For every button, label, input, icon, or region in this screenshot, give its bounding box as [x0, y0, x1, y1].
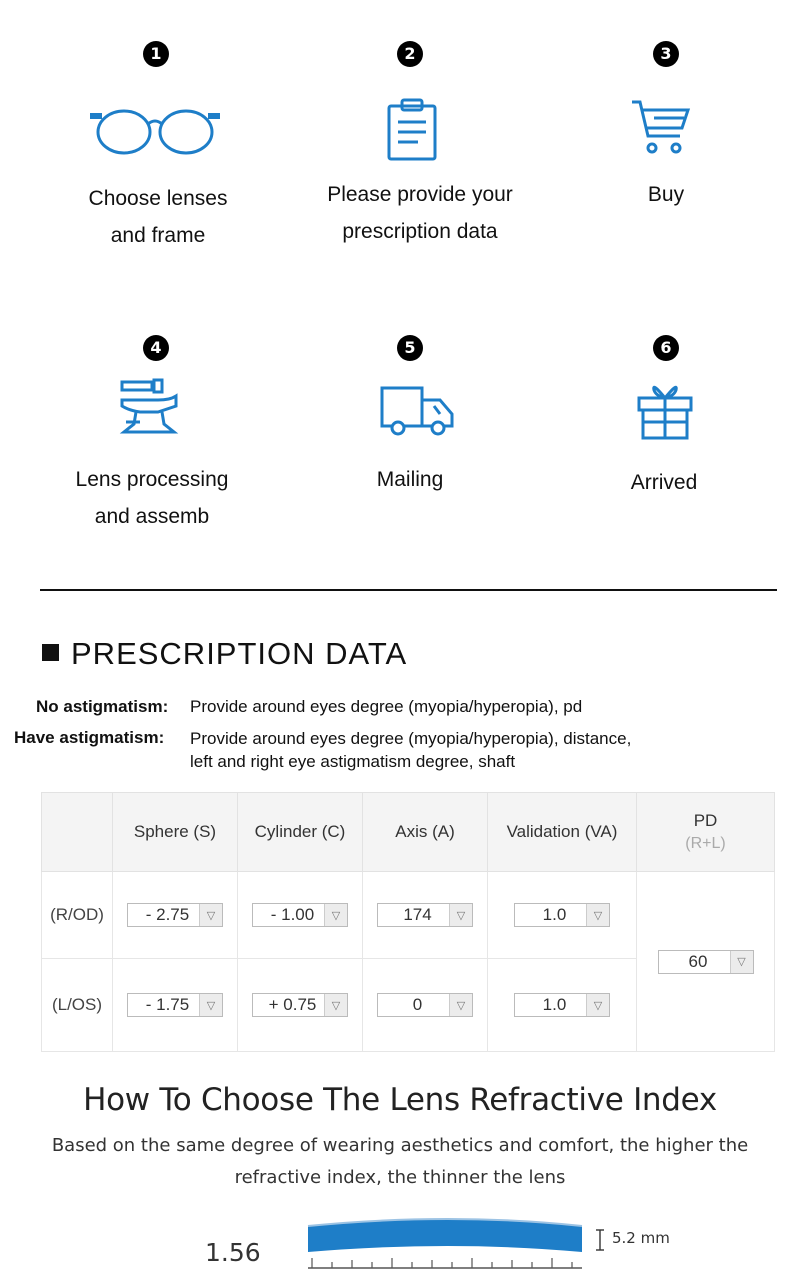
- cylinder-select-left[interactable]: [252, 993, 348, 1017]
- cart-icon: [630, 98, 692, 156]
- chevron-down-icon: ▽: [449, 904, 472, 926]
- row-label: (L/OS): [42, 959, 113, 1052]
- cell: [238, 959, 363, 1052]
- divider: [40, 589, 777, 591]
- select-value: - 1.00: [270, 905, 315, 924]
- thickness-bracket-icon: [594, 1228, 606, 1252]
- select-value: 1.0: [542, 995, 567, 1014]
- select-value: - 2.75: [145, 905, 190, 924]
- step-label: Lens processing and assemb: [75, 468, 229, 528]
- section-title: PRESCRIPTION DATA: [42, 636, 407, 672]
- select-value: 0: [412, 995, 423, 1014]
- gift-icon: [636, 380, 694, 442]
- step-label: Choose lenses and frame: [88, 187, 228, 247]
- clipboard-icon: [386, 98, 438, 162]
- chevron-down-icon: ▽: [730, 951, 753, 973]
- chevron-down-icon: ▽: [324, 904, 347, 926]
- step-number-badge: 2: [397, 41, 423, 67]
- header-sphere: Sphere (S): [113, 793, 238, 872]
- have-astigmatism-text-2: left and right eye astigmatism degree, shaft: [190, 752, 516, 771]
- header-pd: [637, 793, 775, 872]
- axis-select-right[interactable]: [377, 903, 473, 927]
- step-label: Arrived: [630, 471, 698, 494]
- refractive-index-value: 1.56: [205, 1238, 261, 1267]
- header-empty: [42, 793, 113, 872]
- step-label: Please provide your prescription data: [327, 183, 513, 243]
- select-value: 60: [688, 951, 708, 971]
- pd-label: PD: [693, 811, 718, 830]
- glasses-icon: [88, 104, 222, 158]
- square-bullet-icon: [42, 644, 59, 661]
- axis-select-left[interactable]: [377, 993, 473, 1017]
- select-value: + 0.75: [268, 995, 317, 1014]
- pd-sub-label: (R+L): [685, 835, 726, 852]
- no-astigmatism-label: No astigmatism:: [36, 697, 169, 716]
- select-value: 1.0: [542, 905, 567, 924]
- cell: [238, 872, 363, 959]
- lens-profile-icon: [300, 1218, 600, 1280]
- sphere-select-right[interactable]: [127, 903, 223, 927]
- refractive-subtitle: Based on the same degree of wearing aesthetics and comfort, the higher the refractive index, the thinner the lens: [51, 1135, 749, 1188]
- cell: [488, 959, 637, 1052]
- cell: [488, 872, 637, 959]
- step-label: Mailing: [376, 468, 444, 491]
- select-value: - 1.75: [145, 995, 190, 1014]
- truck-icon: [378, 384, 456, 438]
- select-value: 174: [403, 905, 432, 924]
- chevron-down-icon: ▽: [586, 904, 609, 926]
- cell: [363, 872, 488, 959]
- cell: [113, 872, 238, 959]
- step-number-badge: 3: [653, 41, 679, 67]
- chevron-down-icon: ▽: [199, 994, 222, 1016]
- cell: [113, 959, 238, 1052]
- sphere-select-left[interactable]: [127, 993, 223, 1017]
- header-validation: Validation (VA): [488, 793, 637, 872]
- lens-thickness-value: 5.2 mm: [612, 1229, 670, 1247]
- have-astigmatism-text: Provide around eyes degree (myopia/hyperopia), distance,: [190, 729, 632, 748]
- step-number-badge: 6: [653, 335, 679, 361]
- cell: [363, 959, 488, 1052]
- validation-select-left[interactable]: [514, 993, 610, 1017]
- header-axis: Axis (A): [363, 793, 488, 872]
- pd-select[interactable]: [658, 950, 754, 974]
- header-cylinder: Cylinder (C): [238, 793, 363, 872]
- chevron-down-icon: ▽: [586, 994, 609, 1016]
- chevron-down-icon: ▽: [324, 994, 347, 1016]
- chevron-down-icon: ▽: [449, 994, 472, 1016]
- step-label: Buy: [647, 183, 685, 206]
- pd-cell: [637, 872, 775, 1052]
- refractive-title: How To Choose The Lens Refractive Index: [83, 1082, 717, 1118]
- row-label: (R/OD): [42, 872, 113, 959]
- anvil-icon: [118, 378, 182, 438]
- no-astigmatism-text: Provide around eyes degree (myopia/hyperopia), pd: [190, 697, 583, 716]
- step-number-badge: 5: [397, 335, 423, 361]
- have-astigmatism-label: Have astigmatism:: [14, 728, 165, 747]
- step-number-badge: 4: [143, 335, 169, 361]
- prescription-table: [41, 792, 775, 1052]
- cylinder-select-right[interactable]: [252, 903, 348, 927]
- chevron-down-icon: ▽: [199, 904, 222, 926]
- validation-select-right[interactable]: [514, 903, 610, 927]
- step-number-badge: 1: [143, 41, 169, 67]
